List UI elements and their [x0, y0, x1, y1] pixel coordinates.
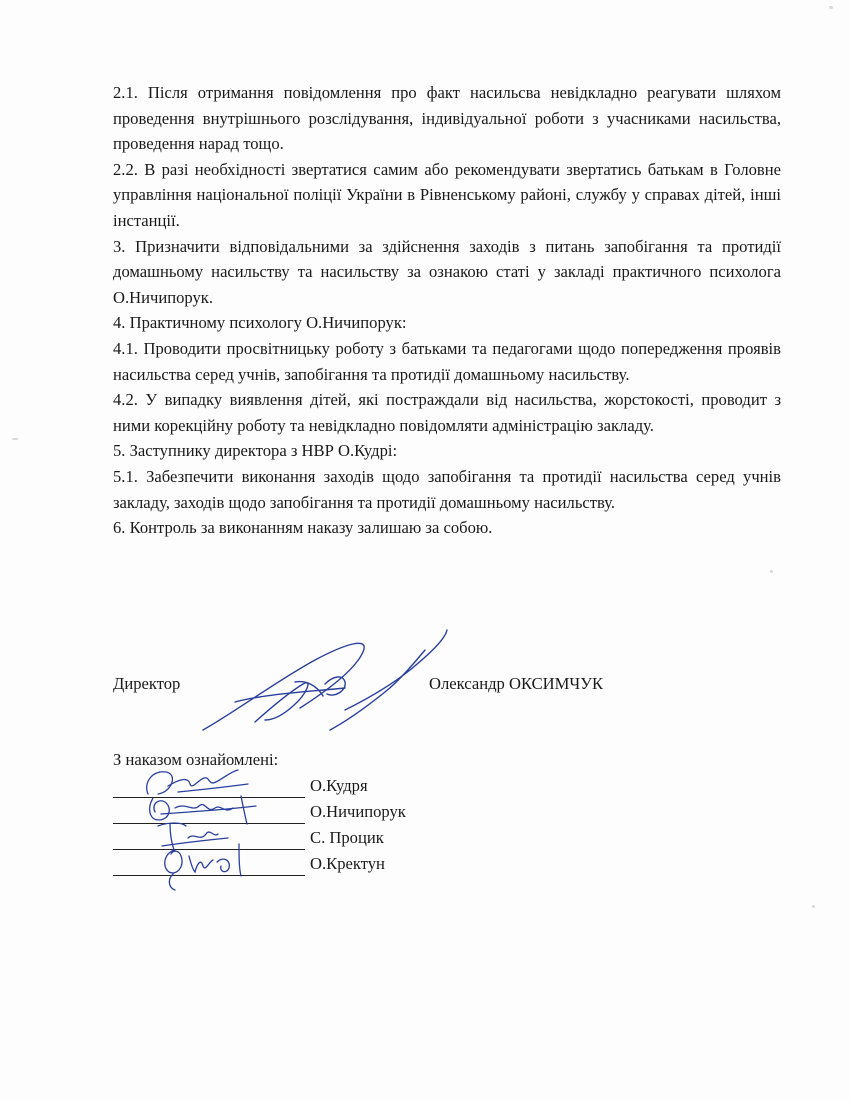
signature-row [113, 674, 781, 704]
scan-speck [770, 570, 773, 573]
acknowledgement-title: З наказом ознайомлені: [113, 750, 279, 769]
signatory-name: Олександр ОКСИМЧУК [429, 674, 604, 693]
paragraph-4: 4. Практичному психологу О.Ничипорук: [113, 313, 407, 333]
scan-speck [829, 6, 833, 9]
paragraph-3: 3. Призначити відповідальними за здійснення заходів з питань запобігання та протидії домашньому насильству та насильству за ознакою статі у закладі практичного психолога О.Ничипорук. [113, 236, 781, 307]
scan-speck [12, 438, 18, 440]
acknowledged-person-name: О.Ничипорук [310, 802, 406, 821]
acknowledged-person-name: О.Кудря [310, 776, 368, 795]
paragraph-4-1: 4.1. Проводити просвітницьку роботу з батьками та педагогами щодо попередження проявів насильства серед учнів, запобігання та протидії домашньому насильству. [113, 338, 781, 384]
paragraph-2-1: 2.1. Після отримання повідомлення про факт насильсва невідкладно реагувати шляхом проведення внутрішнього розслідування, індивідуальної роботи з учасниками насильства, проведення нарад тощо. [113, 83, 781, 154]
handwritten-signature [153, 840, 263, 892]
acknowledgement-row [113, 854, 513, 880]
paragraph-5-1: 5.1. Забезпечити виконання заходів щодо запобігання та протидії насильства серед учнів закладу, заходів щодо запобігання та протидії домашньому насильству. [113, 466, 781, 512]
order-body [113, 80, 781, 541]
signatory-title: Директор [113, 674, 181, 693]
acknowledged-person-name: С. Процик [310, 828, 384, 847]
paragraph-6: 6. Контроль за виконанням наказу залишаю за собою. [113, 518, 493, 538]
acknowledged-person-name: О.Кректун [310, 854, 385, 873]
paragraph-4-2: 4.2. У випадку виявлення дітей, які постраждали від насильства, жорстокості, проводит з ними корекційну роботу та невідкладно повідомляти адміністрацію закладу. [113, 390, 781, 435]
paragraph-2-2: 2.2. В разі необхідності звертатися самим або рекомендувати звертатись батькам в Головне управління національної поліції України в Рівненському районі, службу у справах дітей, інші інстанції. [113, 159, 781, 230]
paragraph-5: 5. Заступнику директора з НВР О.Кудрі: [113, 441, 398, 461]
scan-speck [812, 905, 815, 908]
